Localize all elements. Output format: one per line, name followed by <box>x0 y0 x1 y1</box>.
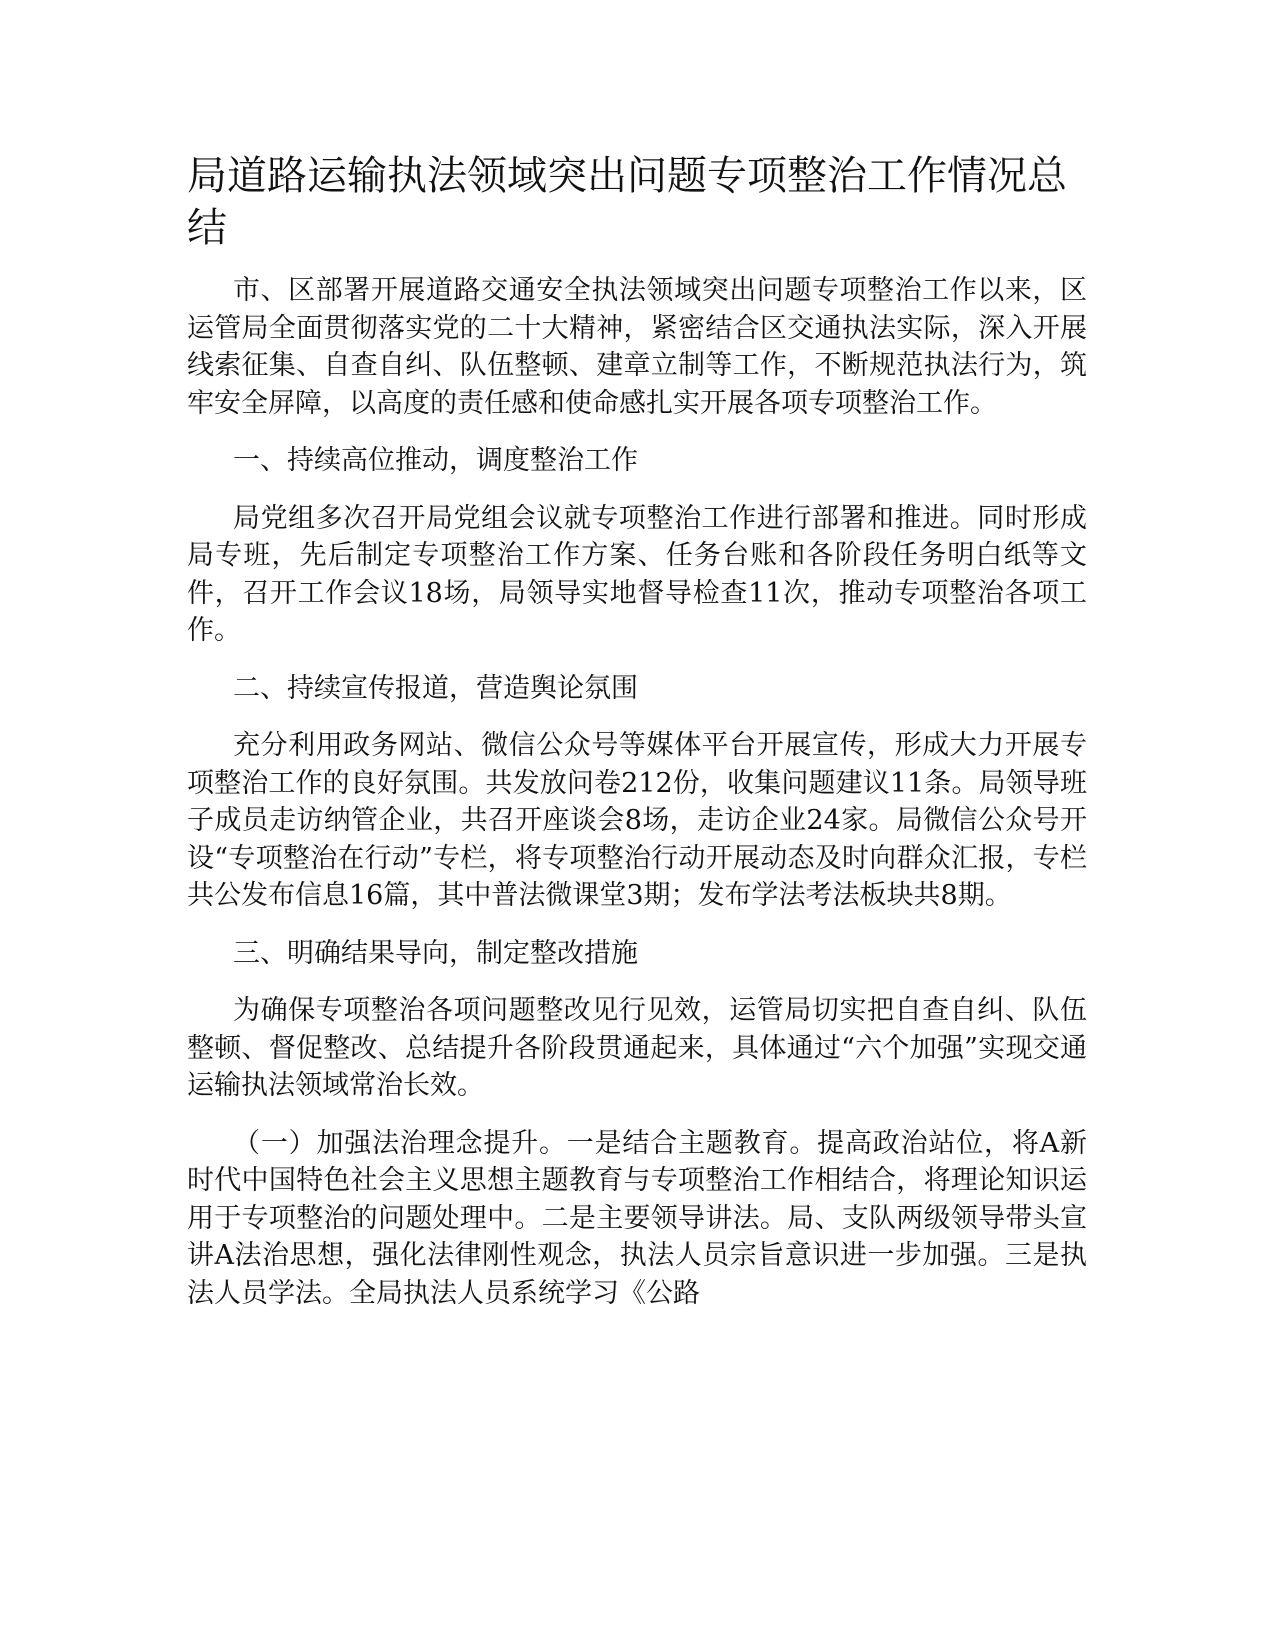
subsection-1-paragraph: （一）加强法治理念提升。一是结合主题教育。提高政治站位，将A新时代中国特色社会主义思想主题教育与专项整治工作相结合，将理论知识运用于专项整治的问题处理中。二是主要领导讲法。局、支队两级领导带头宣讲A法治思想，强化法律刚性观念，执法人员宗旨意识进一步加强。三是执法人员学法。全局执法人员系统学习《公路 <box>187 1127 1087 1309</box>
intro-paragraph: 市、区部署开展道路交通安全执法领域突出问题专项整治工作以来，区运管局全面贯彻落实党的二十大精神，紧密结合区交通执法实际，深入开展线索征集、自查自纠、队伍整顿、建章立制等工作，不断规范执法行为，筑牢安全屏障，以高度的责任感和使命感扎实开展各项专项整治工作。 <box>187 275 1087 419</box>
section-heading-3: 三、明确结果导向，制定整改措施 <box>233 937 638 969</box>
section-1-paragraph: 局党组多次召开局党组会议就专项整治工作进行部署和推进。同时形成局专班，先后制定专项整治工作方案、任务台账和各阶段任务明白纸等文件，召开工作会议18场，局领导实地督导检查11次，推动专项整治各项工作。 <box>187 502 1087 646</box>
section-3-paragraph: 为确保专项整治各项问题整改见行见效，运管局切实把自查自纠、队伍整顿、督促整改、总结提升各阶段贯通起来，具体通过“六个加强”实现交通运输执法领域常治长效。 <box>187 995 1087 1101</box>
section-2-paragraph: 充分利用政务网站、微信公众号等媒体平台开展宣传，形成大力开展专项整治工作的良好氛围。共发放问卷212份，收集问题建议11条。局领导班子成员走访纳管企业，共召开座谈会8场，走访企业24家。局微信公众号开设“专项整治在行动”专栏，将专项整治行动开展动态及时向群众汇报，专栏共公发布信息16篇，其中普法微课堂3期；发布学法考法板块共8期。 <box>187 730 1087 911</box>
document-page <box>187 150 1087 1332</box>
document-title: 局道路运输执法领域突出问题专项整治工作情况总结 <box>187 153 1067 251</box>
section-heading-1: 一、持续高位推动，调度整治工作 <box>233 445 638 476</box>
section-heading-2: 二、持续宣传报道，营造舆论氛围 <box>233 672 638 704</box>
